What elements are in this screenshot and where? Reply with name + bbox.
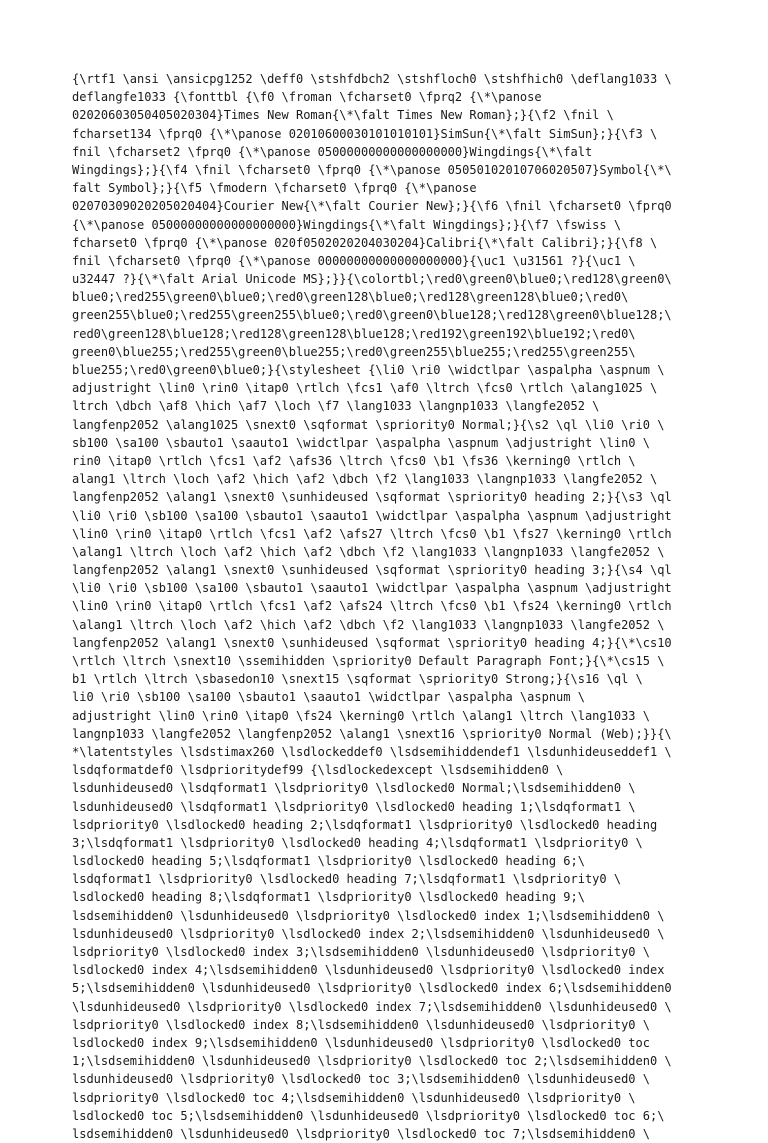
text-line: 3;\lsdqformat1 \lsdpriority0 \lsdlocked0 heading 4;\lsdqformat1 \lsdpriority0 \ [72, 835, 643, 850]
text-line: lsdlocked0 heading 8;\lsdqformat1 \lsdpriority0 \lsdlocked0 heading 9;\ [72, 890, 585, 905]
text-line: \alang1 \ltrch \loch \af2 \hich \af2 \dbch \f2 \lang1033 \langnp1033 \langfe2052 \ [72, 617, 665, 632]
text-line: langfenp2052 \alang1 \snext0 \sunhideused \sqformat \spriority0 heading 4;}{\*\cs10 [72, 635, 672, 650]
text-line: lsdunhideused0 \lsdqformat1 \lsdpriority0 \lsdlocked0 heading 1;\lsdqformat1 \ [72, 799, 636, 814]
text-line: \li0 \ri0 \sb100 \sa100 \sbauto1 \saauto1 \widctlpar \aspalpha \aspnum \adjustright [72, 508, 672, 523]
text-line: langfenp2052 \alang1025 \snext0 \sqformat \spriority0 Normal;}{\s2 \ql \li0 \ri0 \ [72, 417, 665, 432]
text-line: fcharset134 \fprq0 {\*\panose 02010600030101010101}SimSun{\*\falt SimSun};}{\f3 \ [72, 126, 658, 141]
text-line: lsdlocked0 index 9;\lsdsemihidden0 \lsdunhideused0 \lsdpriority0 \lsdlocked0 toc [72, 1035, 650, 1050]
text-line: u32447 ?}{\*\falt Arial Unicode MS};}}{\colortbl;\red0\green0\blue0;\red128\green0\ [72, 272, 672, 287]
text-line: adjustright \lin0 \rin0 \itap0 \fs24 \kerning0 \rtlch \alang1 \ltrch \lang1033 \ [72, 708, 650, 723]
text-line: blue255;\red0\green0\blue0;}{\stylesheet {\li0 \ri0 \widctlpar \aspalpha \aspnum \ [72, 363, 665, 377]
text-line: *\latentstyles \lsdstimax260 \lsdlockeddef0 \lsdsemihiddendef1 \lsdunhideuseddef1 \ [72, 744, 672, 759]
text-line: langfenp2052 \alang1 \snext0 \sunhideused \sqformat \spriority0 heading 2;}{\s3 \ql [72, 490, 672, 505]
text-line: sb100 \sa100 \sbauto1 \saauto1 \widctlpar \aspalpha \aspnum \adjustright \lin0 \ [72, 435, 650, 450]
text-line: \rtlch \ltrch \snext10 \ssemihidden \spriority0 Default Paragraph Font;}{\*\cs15 \ [72, 654, 665, 668]
text-line: lsdsemihidden0 \lsdunhideused0 \lsdpriority0 \lsdlocked0 index 1;\lsdsemihidden0 \ [72, 908, 665, 923]
rtf-source-text [72, 70, 712, 1143]
text-line: lsdlocked0 heading 5;\lsdqformat1 \lsdpriority0 \lsdlocked0 heading 6;\ [72, 854, 585, 869]
text-line: 1;\lsdsemihidden0 \lsdunhideused0 \lsdpriority0 \lsdlocked0 toc 2;\lsdsemihidden0 \ [72, 1054, 672, 1069]
text-line: lsdsemihidden0 \lsdunhideused0 \lsdpriority0 \lsdlocked0 toc 7;\lsdsemihidden0 \ [72, 1126, 650, 1141]
text-line: lsdpriority0 \lsdlocked0 index 8;\lsdsemihidden0 \lsdunhideused0 \lsdpriority0 \ [72, 1017, 650, 1032]
text-line: lsdunhideused0 \lsdpriority0 \lsdlocked0 index 2;\lsdsemihidden0 \lsdunhideused0 \ [72, 926, 665, 941]
text-line: fnil \fcharset2 \fprq0 {\*\panose 05000000000000000000}Wingdings{\*\falt [72, 144, 593, 159]
text-line: red0\green128\blue128;\red128\green128\blue128;\red192\green192\blue192;\red0\ [72, 326, 636, 341]
text-line: lsdqformatdef0 \lsdprioritydef99 {\lsdlockedexcept \lsdsemihidden0 \ [72, 763, 564, 778]
text-line: langnp1033 \langfe2052 \langfenp2052 \alang1 \snext16 \spriority0 Normal (Web);}}{\ [72, 726, 672, 741]
text-line: \lin0 \rin0 \itap0 \rtlch \fcs1 \af2 \afs24 \ltrch \fcs0 \b1 \fs24 \kerning0 \rtlch [72, 599, 672, 614]
text-line: lsdqformat1 \lsdpriority0 \lsdlocked0 heading 7;\lsdqformat1 \lsdpriority0 \ [72, 872, 622, 887]
text-line: langfenp2052 \alang1 \snext0 \sunhideused \sqformat \spriority0 heading 3;}{\s4 \ql [72, 563, 672, 578]
text-line: lsdlocked0 index 4;\lsdsemihidden0 \lsdunhideused0 \lsdpriority0 \lsdlocked0 index [72, 963, 665, 978]
text-line: green0\blue255;\red255\green0\blue255;\red0\green255\blue255;\red255\green255\ [72, 344, 636, 359]
text-line: Wingdings};}{\f4 \fnil \fcharset0 \fprq0 {\*\panose 05050102010706020507}Symbol{\*\ [72, 162, 672, 177]
text-line: fnil \fcharset0 \fprq0 {\*\panose 00000000000000000000}{\uc1 \u31561 ?}{\uc1 \ [72, 253, 636, 268]
text-line: lsdpriority0 \lsdlocked0 index 3;\lsdsemihidden0 \lsdunhideused0 \lsdpriority0 \ [72, 945, 650, 959]
text-line: 02070309020205020404}Courier New{\*\falt Courier New};}{\f6 \fnil \fcharset0 \fprq0 [72, 199, 672, 214]
text-line: b1 \rtlch \ltrch \sbasedon10 \snext15 \sqformat \spriority0 Strong;}{\s16 \ql \ [72, 672, 643, 687]
text-line: alang1 \ltrch \loch \af2 \hich \af2 \dbch \f2 \lang1033 \langnp1033 \langfe2052 \ [72, 472, 658, 487]
text-line: lsdpriority0 \lsdlocked0 heading 2;\lsdqformat1 \lsdpriority0 \lsdlocked0 heading [72, 817, 658, 832]
text-line: \alang1 \ltrch \loch \af2 \hich \af2 \dbch \f2 \lang1033 \langnp1033 \langfe2052 \ [72, 544, 665, 559]
text-line: blue0;\red255\green0\blue0;\red0\green128\blue0;\red128\green128\blue0;\red0\ [72, 290, 629, 305]
text-line: lsdunhideused0 \lsdpriority0 \lsdlocked0 toc 3;\lsdsemihidden0 \lsdunhideused0 \ [72, 1072, 650, 1087]
text-line: green255\blue0;\red255\green255\blue0;\red0\green0\blue128;\red128\green0\blue128;\ [72, 308, 672, 323]
text-line: falt Symbol};}{\f5 \fmodern \fcharset0 \fprq0 {\*\panose [72, 181, 477, 196]
text-line: adjustright \lin0 \rin0 \itap0 \rtlch \fcs1 \af0 \ltrch \fcs0 \rtlch \alang1025 \ [72, 381, 658, 396]
text-line: deflangfe1033 {\fonttbl {\f0 \froman \fcharset0 \fprq2 {\*\panose [72, 90, 542, 105]
text-line: \lsdunhideused0 \lsdpriority0 \lsdlocked0 index 7;\lsdsemihidden0 \lsdunhideused0 \ [72, 999, 672, 1014]
text-line: lsdlocked0 toc 5;\lsdsemihidden0 \lsdunhideused0 \lsdpriority0 \lsdlocked0 toc 6;\ [72, 1108, 665, 1123]
text-line: \li0 \ri0 \sb100 \sa100 \sbauto1 \saauto1 \widctlpar \aspalpha \aspnum \adjustright [72, 581, 672, 596]
text-line: lsdpriority0 \lsdlocked0 toc 4;\lsdsemihidden0 \lsdunhideused0 \lsdpriority0 \ [72, 1090, 636, 1105]
text-line: {\*\panose 05000000000000000000}Wingdings{\*\falt Wingdings};}{\f7 \fswiss \ [72, 217, 622, 232]
text-line: li0 \ri0 \sb100 \sa100 \sbauto1 \saauto1 \widctlpar \aspalpha \aspnum \ [72, 690, 585, 705]
text-line: \lin0 \rin0 \itap0 \rtlch \fcs1 \af2 \afs27 \ltrch \fcs0 \b1 \fs27 \kerning0 \rtlch [72, 526, 672, 541]
text-line: ltrch \dbch \af8 \hich \af7 \loch \f7 \lang1033 \langnp1033 \langfe2052 \ [72, 399, 600, 414]
text-line: fcharset0 \fprq0 {\*\panose 020f0502020204030204}Calibri{\*\falt Calibri};}{\f8 \ [72, 235, 658, 250]
text-line: 5;\lsdsemihidden0 \lsdunhideused0 \lsdpriority0 \lsdlocked0 index 6;\lsdsemihidden0 [72, 981, 672, 996]
text-line: {\rtf1 \ansi \ansicpg1252 \deff0 \stshfdbch2 \stshfloch0 \stshfhich0 \deflang1033 \ [72, 72, 672, 86]
text-line: 02020603050405020304}Times New Roman{\*\falt Times New Roman};}{\f2 \fnil \ [72, 108, 614, 123]
text-line: lsdunhideused0 \lsdqformat1 \lsdpriority0 \lsdlocked0 Normal;\lsdsemihidden0 \ [72, 781, 636, 796]
text-line: rin0 \itap0 \rtlch \fcs1 \af2 \afs36 \ltrch \fcs0 \b1 \fs36 \kerning0 \rtlch \ [72, 453, 636, 468]
